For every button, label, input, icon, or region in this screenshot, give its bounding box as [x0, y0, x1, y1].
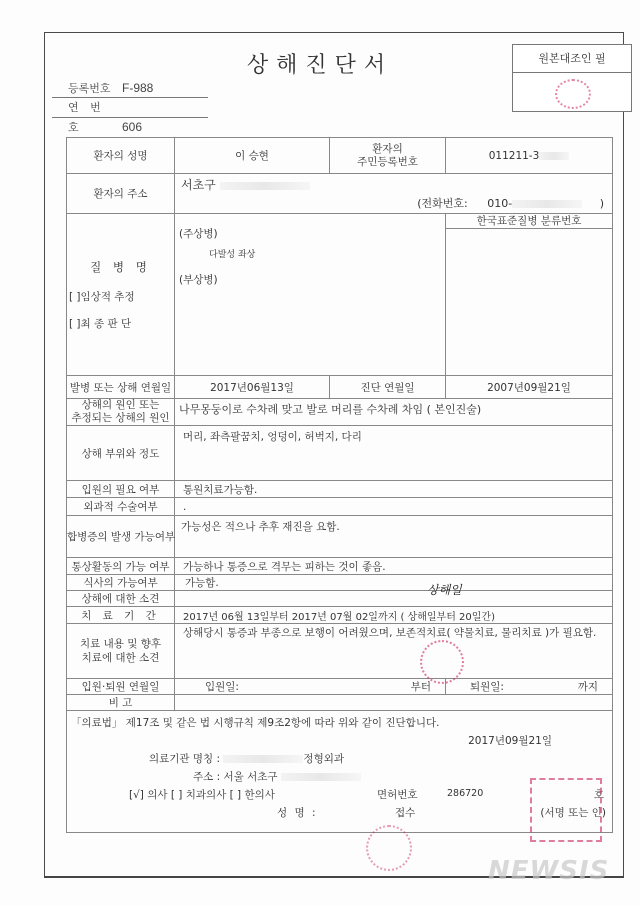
- original-copy-stamp-box: [512, 44, 632, 112]
- document-title: 상해진단서: [246, 53, 394, 78]
- signature-label: (서명 또는 인): [540, 807, 606, 819]
- registration-number-value: F-988: [122, 81, 154, 95]
- main-disease-label: (주상병): [179, 228, 218, 240]
- injury-opinion-label: 상해에 대한 소견: [67, 591, 175, 607]
- institution-label: 의료기관 명칭 :: [149, 753, 221, 765]
- diagnosis-table: [66, 137, 613, 833]
- cause-label-line2: 추정되는 상해의 원인: [71, 412, 170, 424]
- remarks-label: 비 고: [67, 695, 175, 711]
- registration-number-row: [52, 78, 208, 98]
- license-number-value: 286720: [447, 788, 484, 799]
- registration-number-label: 등록번호: [68, 82, 111, 95]
- discharge-date-cell: [446, 679, 613, 695]
- cause-value: 나무몽둥이로 수차례 맞고 발로 머리를 수차례 차임 ( 본인진술): [175, 399, 613, 426]
- redacted-block: [220, 182, 310, 190]
- serial-number-label: 연 번 호: [68, 101, 105, 134]
- treatment-opinion-label-line2: 치료에 대한 소견: [81, 652, 160, 664]
- institution-address-row: [193, 769, 361, 784]
- treatment-period-value: 2017년 06월 13일부터 2017년 07월 02일까지 ( 상해일부터 20일간): [175, 607, 613, 624]
- treatment-opinion-label: [67, 624, 175, 679]
- admission-need-label: 입원의 필요 여부: [67, 481, 175, 498]
- clinical-estimate-checkbox[interactable]: [ ]임상적 추정: [69, 290, 135, 303]
- patient-address-cell: [175, 174, 613, 214]
- handwritten-note: 상해일: [427, 583, 462, 597]
- admission-need-value: 통원치료가능함.: [175, 481, 613, 498]
- redacted-block: [539, 152, 569, 160]
- original-copy-stamp-label: 원본대조인 필: [513, 45, 631, 73]
- main-disease-value: 다발성 좌상: [209, 250, 256, 260]
- hospital-seal-icon: [420, 640, 464, 684]
- patient-rrn-text: 011211-3: [488, 149, 540, 162]
- patient-address-text: 서초구: [181, 178, 216, 192]
- admission-date-cell: [175, 679, 446, 695]
- disease-name-label-cell: [67, 214, 175, 376]
- doctor-seal-icon: [530, 778, 602, 842]
- disease-detail-cell: [175, 214, 446, 376]
- surgery-label: 외과적 수술여부: [67, 498, 175, 516]
- newsis-watermark: NEWSIS: [488, 856, 610, 886]
- final-judgment-checkbox[interactable]: [ ]최 종 판 단: [69, 317, 132, 330]
- serial-number-row: [52, 98, 208, 134]
- discharge-date-label: 퇴원일:: [470, 681, 504, 693]
- remarks-value: [175, 695, 613, 711]
- patient-phone-value: 010-: [487, 197, 513, 210]
- patient-address-value: [181, 176, 606, 193]
- diagnosis-date-label: 진단 연월일: [330, 376, 446, 399]
- doctor-name-value: 접수: [395, 807, 416, 819]
- onset-date-value: 2017년06월13일: [175, 376, 330, 399]
- patient-address-label: 환자의 주소: [67, 174, 175, 214]
- doctor-name-label: 성 명 :: [277, 807, 318, 819]
- certification-date: 2017년09월21일: [468, 735, 552, 747]
- serial-number-value: 606: [122, 120, 143, 134]
- injury-site-value: 머리, 좌측팔꿈치, 엉덩이, 허벅지, 다리: [175, 426, 613, 481]
- patient-phone-close: ): [599, 197, 604, 210]
- admission-discharge-label: 입원·퇴원 연월일: [67, 679, 175, 695]
- institution-address-label: 주소 :: [193, 771, 221, 783]
- surgery-value: .: [175, 498, 613, 516]
- certification-statement: 「의료법」 제17조 및 같은 법 시행규칙 제9조2항에 따라 위와 같이 진단합니다.: [71, 717, 440, 729]
- institution-row: [149, 751, 344, 766]
- meal-label: 식사의 가능여부: [67, 575, 175, 591]
- discharge-date-suffix: 까지: [577, 681, 598, 693]
- complication-value: 가능성은 적으나 추후 재진을 요함.: [175, 516, 613, 558]
- patient-phone-label: (전화번호:: [417, 197, 468, 210]
- treatment-period-label: 치 료 기 간: [67, 607, 175, 624]
- patient-rrn-label-line2: 주민등록번호: [357, 155, 418, 168]
- patient-rrn-label: [330, 138, 446, 174]
- cause-label-line1: 상해의 원인 또는: [81, 399, 160, 411]
- institution-address-value: 서울 서초구: [223, 771, 278, 783]
- injury-site-label: 상해 부위와 정도: [67, 426, 175, 481]
- onset-date-label: 발병 또는 상해 연월일: [67, 376, 175, 399]
- institution-value: 정형외과: [303, 753, 344, 765]
- doctor-type-checkboxes[interactable]: [√] 의사 [ ] 치과의사 [ ] 한의사: [129, 789, 275, 801]
- treatment-opinion-label-line1: 치료 내용 및 향후: [79, 638, 161, 650]
- admission-date-label: 입원일:: [205, 681, 239, 693]
- kcd-code-cell: [446, 214, 613, 376]
- redacted-block: [281, 773, 361, 781]
- receipt-seal-icon: [366, 825, 412, 871]
- kcd-code-label: 한국표준질병 분류번호: [446, 214, 612, 229]
- patient-rrn-label-line1: 환자의: [372, 142, 403, 155]
- daily-activity-value: 가능하나 통증으로 격무는 피하는 것이 좋음.: [175, 558, 613, 575]
- patient-phone: [417, 195, 604, 211]
- patient-name-label: 환자의 성명: [67, 138, 175, 174]
- treatment-opinion-value: 상해당시 통증과 부종으로 보행이 어려웠으며, 보존적치료( 약물치료, 물리치료 )가 필요함.: [175, 624, 613, 679]
- redacted-block: [223, 755, 303, 763]
- license-number-suffix: 호: [593, 789, 604, 801]
- diagnosis-date-value: 2007년09월21일: [446, 376, 613, 399]
- license-number-label: 면허번호: [377, 789, 418, 801]
- patient-name-value: 이 승현: [175, 138, 330, 174]
- meal-value: 가능함.: [175, 575, 613, 591]
- complication-label: 합병증의 발생 가능여부: [67, 516, 175, 558]
- sub-disease-label: (부상병): [179, 274, 218, 286]
- cause-label: [67, 399, 175, 426]
- redacted-block: [512, 200, 582, 208]
- seal-stamp-icon: [555, 79, 591, 109]
- patient-rrn-value: [446, 138, 613, 174]
- disease-name-label: 질 병 명: [90, 259, 151, 274]
- admission-date-suffix: 부터: [410, 681, 431, 693]
- daily-activity-label: 통상활동의 가능 여부: [67, 558, 175, 575]
